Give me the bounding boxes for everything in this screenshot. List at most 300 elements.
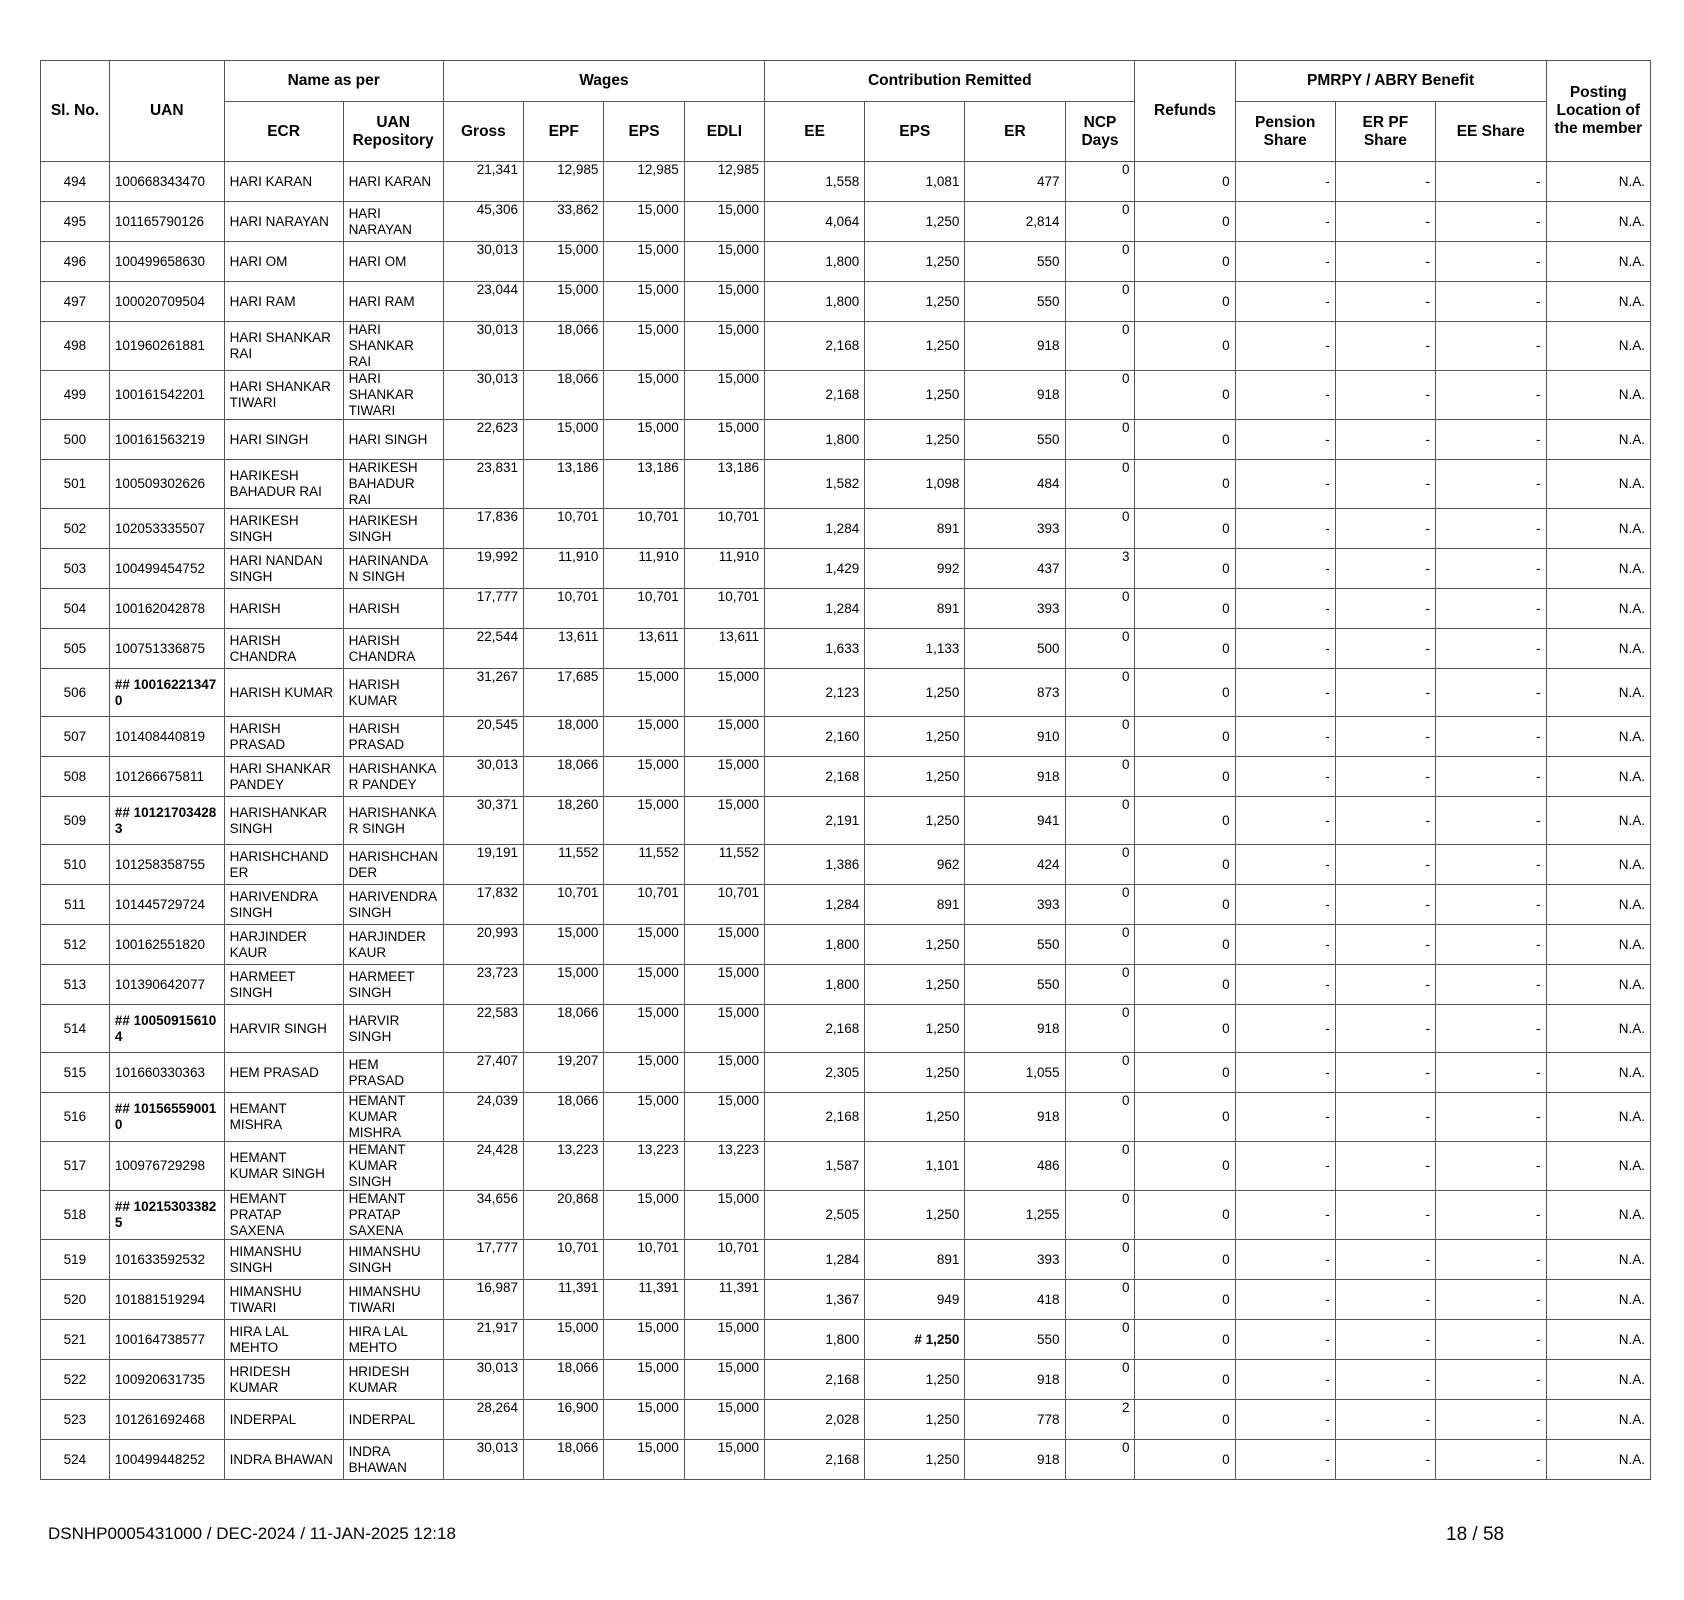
cell-sl-no: 503	[41, 549, 110, 589]
cell-gross: 17,777	[443, 589, 523, 629]
cell-refunds: 0	[1135, 282, 1235, 322]
group-wages: Wages	[443, 61, 764, 102]
cell-epf: 11,552	[524, 845, 604, 885]
table-row	[41, 460, 1651, 509]
cell-contribution-eps: 891	[865, 589, 965, 629]
cell-sl-no: 514	[41, 1005, 110, 1053]
cell-er-pf-share: -	[1335, 797, 1435, 845]
cell-er-pf-share: -	[1335, 1142, 1435, 1191]
cell-edli: 15,000	[684, 1400, 764, 1440]
cell-ee: 1,284	[765, 1240, 865, 1280]
cell-epf: 18,260	[524, 797, 604, 845]
cell-er-pf-share: -	[1335, 202, 1435, 242]
cell-eps: 15,000	[604, 1320, 684, 1360]
cell-uan: 100499658630	[109, 242, 224, 282]
cell-edli: 15,000	[684, 242, 764, 282]
cell-ee: 4,064	[765, 202, 865, 242]
cell-refunds: 0	[1135, 1240, 1235, 1280]
cell-epf: 18,066	[524, 371, 604, 420]
cell-edli: 15,000	[684, 420, 764, 460]
cell-name-uan-repository: HIMANSHU TIWARI	[343, 1280, 443, 1320]
cell-pension-share: -	[1235, 549, 1335, 589]
table-row	[41, 509, 1651, 549]
cell-refunds: 0	[1135, 242, 1235, 282]
cell-eps: 13,186	[604, 460, 684, 509]
cell-refunds: 0	[1135, 965, 1235, 1005]
cell-posting-location: N.A.	[1546, 669, 1650, 717]
cell-sl-no: 498	[41, 322, 110, 371]
cell-ee: 1,386	[765, 845, 865, 885]
cell-name-ecr: HARI RAM	[224, 282, 343, 322]
cell-gross: 19,191	[443, 845, 523, 885]
table-row	[41, 282, 1651, 322]
cell-name-ecr: INDERPAL	[224, 1400, 343, 1440]
cell-ncp-days: 0	[1065, 1440, 1135, 1480]
cell-name-uan-repository: HARISH CHANDRA	[343, 629, 443, 669]
cell-refunds: 0	[1135, 460, 1235, 509]
cell-posting-location: N.A.	[1546, 202, 1650, 242]
cell-pension-share: -	[1235, 965, 1335, 1005]
cell-er: 393	[965, 509, 1065, 549]
cell-contribution-eps: 1,250	[865, 797, 965, 845]
cell-ncp-days: 0	[1065, 885, 1135, 925]
cell-ee: 1,367	[765, 1280, 865, 1320]
cell-edli: 11,391	[684, 1280, 764, 1320]
cell-eps: 15,000	[604, 202, 684, 242]
cell-sl-no: 521	[41, 1320, 110, 1360]
table-row	[41, 1093, 1651, 1142]
cell-er: 918	[965, 1005, 1065, 1053]
cell-name-ecr: HARIKESH SINGH	[224, 509, 343, 549]
cell-er: 550	[965, 965, 1065, 1005]
cell-eps: 15,000	[604, 1191, 684, 1240]
cell-contribution-eps: 1,250	[865, 669, 965, 717]
cell-posting-location: N.A.	[1546, 1360, 1650, 1400]
cell-gross: 30,013	[443, 1440, 523, 1480]
cell-pension-share: -	[1235, 282, 1335, 322]
cell-name-ecr: HEMANT KUMAR SINGH	[224, 1142, 343, 1191]
cell-pension-share: -	[1235, 1240, 1335, 1280]
cell-gross: 31,267	[443, 669, 523, 717]
cell-eps: 15,000	[604, 717, 684, 757]
cell-gross: 30,013	[443, 242, 523, 282]
cell-refunds: 0	[1135, 1093, 1235, 1142]
cell-posting-location: N.A.	[1546, 1320, 1650, 1360]
cell-er: 550	[965, 242, 1065, 282]
cell-eps: 15,000	[604, 282, 684, 322]
cell-name-uan-repository: HARI OM	[343, 242, 443, 282]
cell-pension-share: -	[1235, 460, 1335, 509]
cell-refunds: 0	[1135, 1440, 1235, 1480]
cell-er-pf-share: -	[1335, 549, 1435, 589]
cell-er: 437	[965, 549, 1065, 589]
ecr-report-sheet	[40, 60, 1651, 1480]
cell-refunds: 0	[1135, 549, 1235, 589]
cell-ee: 2,505	[765, 1191, 865, 1240]
cell-name-uan-repository: HARI NARAYAN	[343, 202, 443, 242]
cell-contribution-eps: 1,250	[865, 925, 965, 965]
cell-er-pf-share: -	[1335, 282, 1435, 322]
cell-sl-no: 513	[41, 965, 110, 1005]
cell-gross: 28,264	[443, 1400, 523, 1440]
cell-uan: 100499448252	[109, 1440, 224, 1480]
cell-epf: 16,900	[524, 1400, 604, 1440]
cell-name-uan-repository: HARI KARAN	[343, 162, 443, 202]
cell-posting-location: N.A.	[1546, 1053, 1650, 1093]
cell-ee: 2,160	[765, 717, 865, 757]
cell-er-pf-share: -	[1335, 925, 1435, 965]
cell-uan: 101408440819	[109, 717, 224, 757]
cell-epf: 10,701	[524, 885, 604, 925]
cell-pension-share: -	[1235, 845, 1335, 885]
cell-er-pf-share: -	[1335, 757, 1435, 797]
col-uan-repository: UAN Repository	[343, 102, 443, 162]
cell-ee: 1,284	[765, 589, 865, 629]
cell-contribution-eps: 1,250	[865, 1053, 965, 1093]
cell-ncp-days: 0	[1065, 242, 1135, 282]
cell-epf: 17,685	[524, 669, 604, 717]
cell-posting-location: N.A.	[1546, 549, 1650, 589]
footer-page-number: 18 / 58	[1446, 1524, 1505, 1545]
cell-contribution-eps: 1,101	[865, 1142, 965, 1191]
cell-posting-location: N.A.	[1546, 1400, 1650, 1440]
cell-ncp-days: 0	[1065, 1320, 1135, 1360]
cell-epf: 18,000	[524, 717, 604, 757]
cell-uan: 100668343470	[109, 162, 224, 202]
cell-ee-share: -	[1435, 1142, 1546, 1191]
cell-refunds: 0	[1135, 1191, 1235, 1240]
cell-name-ecr: HARI SINGH	[224, 420, 343, 460]
cell-er: 873	[965, 669, 1065, 717]
cell-ncp-days: 2	[1065, 1400, 1135, 1440]
cell-eps: 13,611	[604, 629, 684, 669]
cell-posting-location: N.A.	[1546, 242, 1650, 282]
cell-ee-share: -	[1435, 509, 1546, 549]
cell-gross: 34,656	[443, 1191, 523, 1240]
cell-ee-share: -	[1435, 717, 1546, 757]
cell-edli: 10,701	[684, 1240, 764, 1280]
cell-er-pf-share: -	[1335, 965, 1435, 1005]
cell-er: 484	[965, 460, 1065, 509]
cell-edli: 15,000	[684, 322, 764, 371]
cell-eps: 15,000	[604, 1400, 684, 1440]
cell-ncp-days: 0	[1065, 1280, 1135, 1320]
cell-sl-no: 515	[41, 1053, 110, 1093]
table-row	[41, 1191, 1651, 1240]
table-row	[41, 717, 1651, 757]
cell-refunds: 0	[1135, 925, 1235, 965]
group-contribution-remitted: Contribution Remitted	[765, 61, 1135, 102]
cell-pension-share: -	[1235, 797, 1335, 845]
cell-posting-location: N.A.	[1546, 322, 1650, 371]
cell-er: 2,814	[965, 202, 1065, 242]
cell-gross: 22,544	[443, 629, 523, 669]
cell-eps: 10,701	[604, 1240, 684, 1280]
cell-sl-no: 495	[41, 202, 110, 242]
cell-eps: 10,701	[604, 885, 684, 925]
cell-pension-share: -	[1235, 757, 1335, 797]
cell-refunds: 0	[1135, 885, 1235, 925]
cell-eps: 11,910	[604, 549, 684, 589]
cell-uan: ## 10016221347 0	[109, 669, 224, 717]
cell-ee-share: -	[1435, 1093, 1546, 1142]
table-header	[41, 61, 1651, 162]
cell-contribution-eps: 1,250	[865, 202, 965, 242]
cell-eps: 15,000	[604, 1440, 684, 1480]
cell-contribution-eps: 891	[865, 885, 965, 925]
cell-posting-location: N.A.	[1546, 885, 1650, 925]
cell-pension-share: -	[1235, 1093, 1335, 1142]
cell-eps: 15,000	[604, 1053, 684, 1093]
cell-er-pf-share: -	[1335, 717, 1435, 757]
cell-ee-share: -	[1435, 282, 1546, 322]
cell-name-ecr: HEMANT MISHRA	[224, 1093, 343, 1142]
table-row	[41, 629, 1651, 669]
cell-name-uan-repository: INDERPAL	[343, 1400, 443, 1440]
cell-name-ecr: HARIKESH BAHADUR RAI	[224, 460, 343, 509]
cell-sl-no: 517	[41, 1142, 110, 1191]
cell-pension-share: -	[1235, 162, 1335, 202]
table-row	[41, 669, 1651, 717]
cell-ee: 2,168	[765, 1093, 865, 1142]
cell-name-uan-repository: HARINANDA N SINGH	[343, 549, 443, 589]
cell-ee-share: -	[1435, 162, 1546, 202]
cell-er-pf-share: -	[1335, 845, 1435, 885]
table-row	[41, 965, 1651, 1005]
cell-sl-no: 501	[41, 460, 110, 509]
cell-gross: 27,407	[443, 1053, 523, 1093]
cell-contribution-eps: 1,250	[865, 282, 965, 322]
col-ee: EE	[765, 102, 865, 162]
cell-sl-no: 510	[41, 845, 110, 885]
cell-refunds: 0	[1135, 717, 1235, 757]
cell-er-pf-share: -	[1335, 1005, 1435, 1053]
cell-ncp-days: 0	[1065, 925, 1135, 965]
cell-ncp-days: 0	[1065, 1142, 1135, 1191]
cell-ee: 1,800	[765, 965, 865, 1005]
cell-ee-share: -	[1435, 549, 1546, 589]
cell-contribution-eps: 1,250	[865, 1400, 965, 1440]
cell-edli: 15,000	[684, 717, 764, 757]
cell-gross: 22,583	[443, 1005, 523, 1053]
col-posting-location: Posting Location of the member	[1546, 61, 1650, 162]
cell-posting-location: N.A.	[1546, 717, 1650, 757]
cell-name-ecr: HARI KARAN	[224, 162, 343, 202]
cell-edli: 15,000	[684, 1093, 764, 1142]
cell-er: 918	[965, 371, 1065, 420]
table-row	[41, 1280, 1651, 1320]
cell-edli: 10,701	[684, 589, 764, 629]
cell-er: 393	[965, 1240, 1065, 1280]
footer-document-id: DSNHP0005431000 / DEC-2024 / 11-JAN-2025 12:18	[48, 1524, 456, 1543]
cell-name-ecr: HEM PRASAD	[224, 1053, 343, 1093]
cell-contribution-eps: 1,250	[865, 1191, 965, 1240]
cell-eps: 15,000	[604, 371, 684, 420]
cell-posting-location: N.A.	[1546, 509, 1650, 549]
cell-name-uan-repository: HARI RAM	[343, 282, 443, 322]
cell-uan: 100499454752	[109, 549, 224, 589]
cell-name-uan-repository: HARJINDER KAUR	[343, 925, 443, 965]
cell-er: 1,055	[965, 1053, 1065, 1093]
cell-epf: 33,862	[524, 202, 604, 242]
cell-ee-share: -	[1435, 1280, 1546, 1320]
table-row	[41, 1142, 1651, 1191]
cell-gross: 21,341	[443, 162, 523, 202]
cell-name-ecr: HRIDESH KUMAR	[224, 1360, 343, 1400]
cell-contribution-eps: 949	[865, 1280, 965, 1320]
cell-ee-share: -	[1435, 202, 1546, 242]
cell-ee: 1,800	[765, 242, 865, 282]
cell-er: 418	[965, 1280, 1065, 1320]
cell-sl-no: 520	[41, 1280, 110, 1320]
cell-ncp-days: 0	[1065, 162, 1135, 202]
col-ecr: ECR	[224, 102, 343, 162]
cell-gross: 17,836	[443, 509, 523, 549]
cell-uan: 100162551820	[109, 925, 224, 965]
cell-edli: 13,611	[684, 629, 764, 669]
cell-edli: 13,223	[684, 1142, 764, 1191]
cell-ncp-days: 0	[1065, 669, 1135, 717]
cell-er: 424	[965, 845, 1065, 885]
cell-name-uan-repository: HARIKESH SINGH	[343, 509, 443, 549]
cell-edli: 15,000	[684, 1191, 764, 1240]
cell-ncp-days: 0	[1065, 965, 1135, 1005]
cell-ncp-days: 0	[1065, 1191, 1135, 1240]
cell-er-pf-share: -	[1335, 420, 1435, 460]
cell-ee: 2,305	[765, 1053, 865, 1093]
cell-refunds: 0	[1135, 509, 1235, 549]
cell-ncp-days: 0	[1065, 202, 1135, 242]
cell-uan: 101881519294	[109, 1280, 224, 1320]
cell-ee: 1,284	[765, 509, 865, 549]
table-row	[41, 589, 1651, 629]
cell-refunds: 0	[1135, 797, 1235, 845]
cell-posting-location: N.A.	[1546, 757, 1650, 797]
cell-name-uan-repository: HEMANT KUMAR MISHRA	[343, 1093, 443, 1142]
cell-eps: 15,000	[604, 965, 684, 1005]
cell-posting-location: N.A.	[1546, 1280, 1650, 1320]
cell-gross: 20,545	[443, 717, 523, 757]
cell-eps: 15,000	[604, 1005, 684, 1053]
cell-eps: 15,000	[604, 669, 684, 717]
cell-epf: 15,000	[524, 925, 604, 965]
table-row	[41, 757, 1651, 797]
cell-name-ecr: HARI NARAYAN	[224, 202, 343, 242]
cell-sl-no: 502	[41, 509, 110, 549]
cell-epf: 15,000	[524, 965, 604, 1005]
cell-uan: 101261692468	[109, 1400, 224, 1440]
cell-refunds: 0	[1135, 371, 1235, 420]
cell-er-pf-share: -	[1335, 460, 1435, 509]
cell-uan: 101266675811	[109, 757, 224, 797]
cell-edli: 15,000	[684, 797, 764, 845]
table-row	[41, 1400, 1651, 1440]
cell-er: 918	[965, 322, 1065, 371]
cell-uan: 100020709504	[109, 282, 224, 322]
cell-name-uan-repository: HEMANT KUMAR SINGH	[343, 1142, 443, 1191]
cell-ee: 2,168	[765, 757, 865, 797]
cell-name-ecr: HARI SHANKAR RAI	[224, 322, 343, 371]
cell-posting-location: N.A.	[1546, 282, 1650, 322]
cell-eps: 15,000	[604, 420, 684, 460]
cell-contribution-eps: 891	[865, 509, 965, 549]
cell-name-ecr: HIRA LAL MEHTO	[224, 1320, 343, 1360]
cell-contribution-eps: 1,250	[865, 965, 965, 1005]
cell-posting-location: N.A.	[1546, 845, 1650, 885]
cell-eps: 12,985	[604, 162, 684, 202]
table-row	[41, 1320, 1651, 1360]
col-epf: EPF	[524, 102, 604, 162]
cell-uan: ## 10156559001 0	[109, 1093, 224, 1142]
cell-refunds: 0	[1135, 669, 1235, 717]
cell-name-ecr: HARISH CHANDRA	[224, 629, 343, 669]
cell-pension-share: -	[1235, 717, 1335, 757]
cell-er: 550	[965, 925, 1065, 965]
cell-name-ecr: HARISH KUMAR	[224, 669, 343, 717]
cell-edli: 15,000	[684, 1005, 764, 1053]
cell-edli: 15,000	[684, 282, 764, 322]
cell-pension-share: -	[1235, 1005, 1335, 1053]
table-row	[41, 202, 1651, 242]
cell-er: 910	[965, 717, 1065, 757]
cell-sl-no: 516	[41, 1093, 110, 1142]
cell-name-ecr: HARI SHANKAR TIWARI	[224, 371, 343, 420]
cell-er-pf-share: -	[1335, 629, 1435, 669]
cell-sl-no: 500	[41, 420, 110, 460]
cell-ncp-days: 0	[1065, 1005, 1135, 1053]
cell-sl-no: 519	[41, 1240, 110, 1280]
cell-eps: 15,000	[604, 242, 684, 282]
cell-ee-share: -	[1435, 1400, 1546, 1440]
cell-name-ecr: INDRA BHAWAN	[224, 1440, 343, 1480]
cell-uan: 101165790126	[109, 202, 224, 242]
cell-edli: 11,910	[684, 549, 764, 589]
col-sl-no: Sl. No.	[41, 61, 110, 162]
cell-ee-share: -	[1435, 322, 1546, 371]
cell-uan: ## 10050915610 4	[109, 1005, 224, 1053]
cell-ncp-days: 0	[1065, 629, 1135, 669]
cell-name-ecr: HIMANSHU TIWARI	[224, 1280, 343, 1320]
cell-er-pf-share: -	[1335, 1053, 1435, 1093]
col-contribution-eps: EPS	[865, 102, 965, 162]
cell-ncp-days: 0	[1065, 371, 1135, 420]
cell-posting-location: N.A.	[1546, 797, 1650, 845]
cell-gross: 23,831	[443, 460, 523, 509]
cell-ncp-days: 0	[1065, 509, 1135, 549]
cell-contribution-eps: # 1,250	[865, 1320, 965, 1360]
cell-uan: 101960261881	[109, 322, 224, 371]
cell-name-uan-repository: INDRA BHAWAN	[343, 1440, 443, 1480]
cell-ee: 1,800	[765, 1320, 865, 1360]
cell-eps: 15,000	[604, 757, 684, 797]
cell-er: 918	[965, 1440, 1065, 1480]
col-refunds: Refunds	[1135, 61, 1235, 162]
table-row	[41, 885, 1651, 925]
col-er: ER	[965, 102, 1065, 162]
cell-contribution-eps: 891	[865, 1240, 965, 1280]
cell-ncp-days: 0	[1065, 420, 1135, 460]
cell-epf: 15,000	[524, 242, 604, 282]
cell-contribution-eps: 1,250	[865, 1440, 965, 1480]
cell-pension-share: -	[1235, 1360, 1335, 1400]
cell-posting-location: N.A.	[1546, 1005, 1650, 1053]
cell-ncp-days: 3	[1065, 549, 1135, 589]
group-pmrpy-abry: PMRPY / ABRY Benefit	[1235, 61, 1546, 102]
cell-sl-no: 505	[41, 629, 110, 669]
cell-edli: 15,000	[684, 925, 764, 965]
cell-ncp-days: 0	[1065, 460, 1135, 509]
table-body	[41, 162, 1651, 1480]
